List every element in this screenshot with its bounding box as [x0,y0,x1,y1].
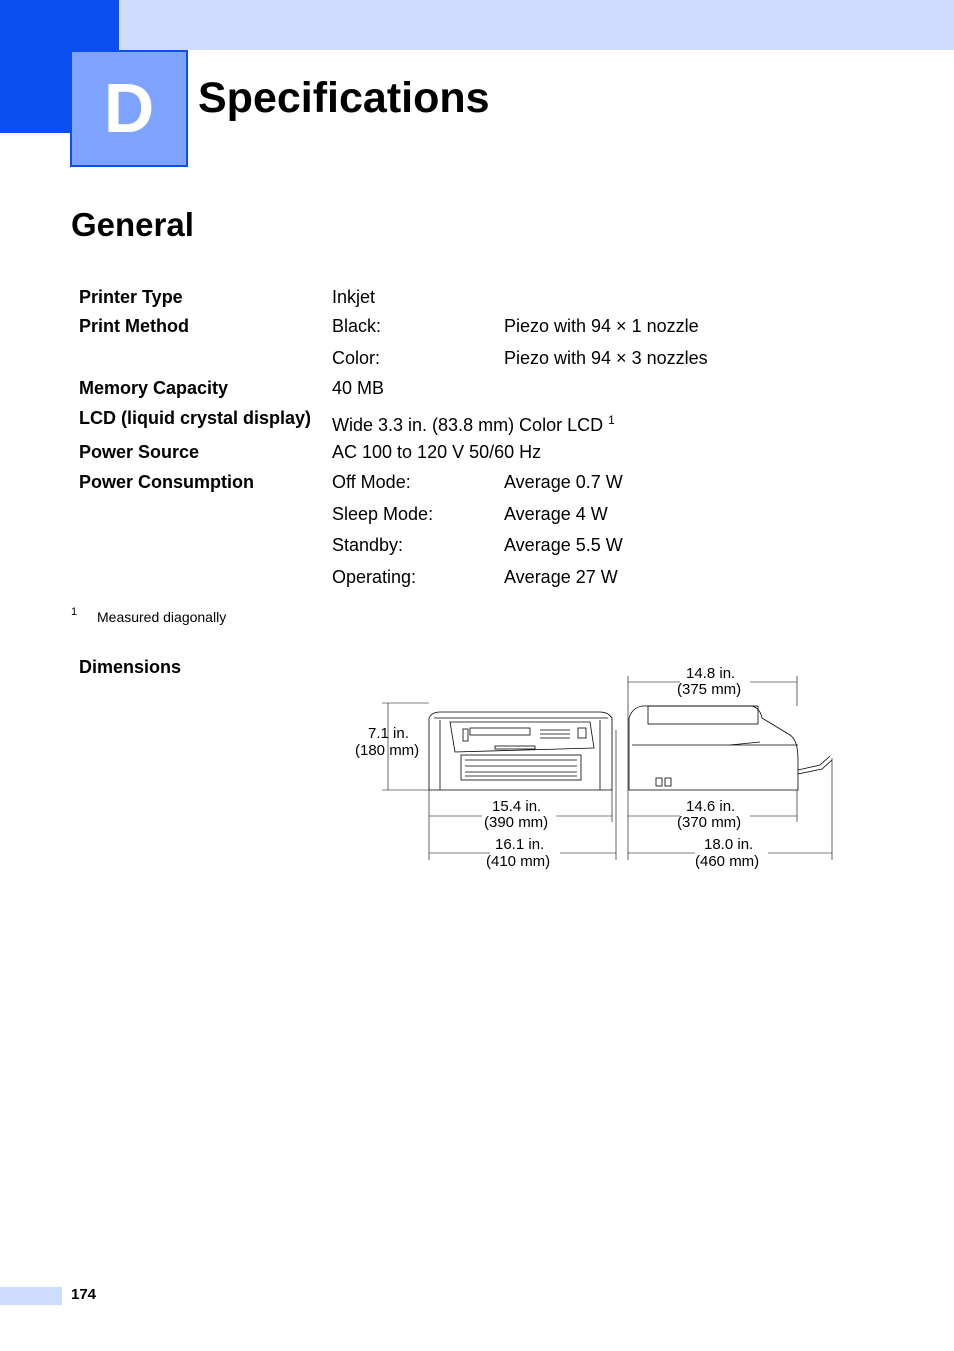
print-method-label: Print Method [79,316,189,336]
dimension-lines [382,676,832,860]
power-source-value: AC 100 to 120 V 50/60 Hz [332,442,542,462]
power-consumption-label: Power Consumption [79,472,254,492]
off-mode-key: Off Mode: [332,472,411,492]
dimensions-diagram [330,655,840,885]
print-method-color-value: Piezo with 94 × 3 nozzles [504,348,708,368]
height-mm: (180 mm) [355,742,420,759]
sleep-mode-key: Sleep Mode: [332,504,434,524]
page-number: 174 [71,1286,97,1303]
front-total-in: 16.1 in. [495,836,545,853]
chapter-letter-box [70,50,188,167]
standby-key: Standby: [332,535,404,555]
operating-key: Operating: [332,567,417,587]
memory-value: 40 MB [332,378,385,398]
side-total-mm: (460 mm) [695,853,760,870]
side-depth-mm: (370 mm) [677,814,742,831]
footnote-number: 1 [71,606,78,618]
side-top-in: 14.8 in. [686,665,736,682]
header-band [0,0,954,50]
chapter-letter: D [103,69,155,147]
lcd-footnote-ref: 1 [608,413,615,427]
power-source-label: Power Source [79,442,200,462]
lcd-value-line [332,413,615,436]
standby-value: Average 5.5 W [504,535,623,555]
operating-value: Average 27 W [504,567,618,587]
print-method-black-value: Piezo with 94 × 1 nozzle [504,316,699,336]
front-total-mm: (410 mm) [486,853,551,870]
printer-type-value: Inkjet [332,287,376,307]
front-width-mm: (390 mm) [484,814,549,831]
sleep-mode-value: Average 4 W [504,504,608,524]
dimensions-label: Dimensions [79,657,182,677]
section-title: General [71,206,194,243]
lcd-value: Wide 3.3 in. (83.8 mm) Color LCD [332,415,604,435]
printer-type-label: Printer Type [79,287,183,307]
side-depth-in: 14.6 in. [686,798,736,815]
side-view-printer [629,706,832,790]
side-top-mm: (375 mm) [677,681,742,698]
footnote-text: Measured diagonally [97,609,227,625]
memory-label: Memory Capacity [79,378,229,398]
lcd-label: LCD (liquid crystal display) [79,408,312,428]
chapter-title: Specifications [198,74,490,122]
print-method-black-key: Black: [332,316,382,336]
side-total-in: 18.0 in. [704,836,754,853]
print-method-color-key: Color: [332,348,381,368]
height-in: 7.1 in. [368,725,409,742]
off-mode-value: Average 0.7 W [504,472,623,492]
front-width-in: 15.4 in. [492,798,542,815]
front-view-printer [429,712,612,790]
page-number-tab [0,1287,62,1305]
